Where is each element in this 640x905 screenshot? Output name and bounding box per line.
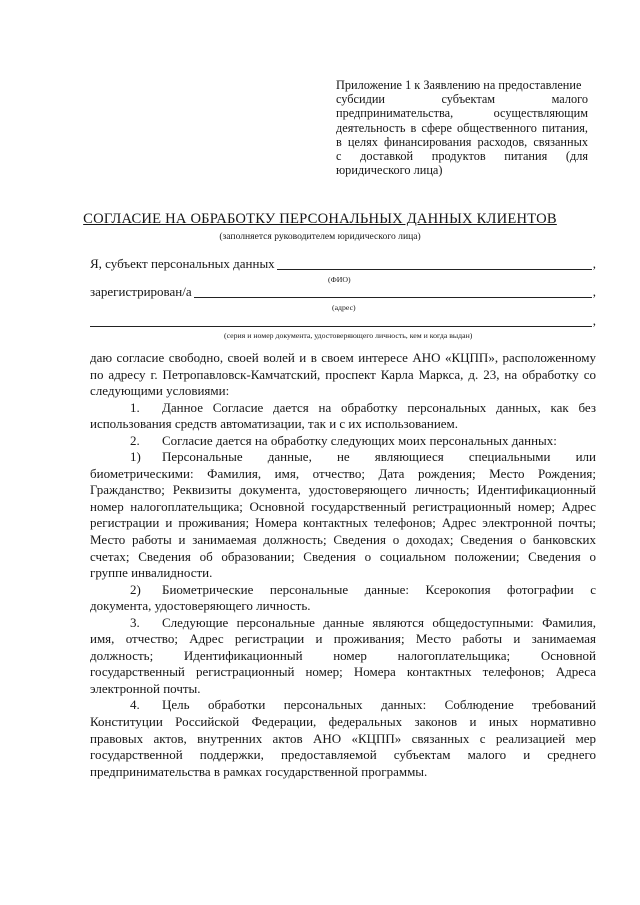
clause-4: [90, 697, 596, 714]
address-field[interactable]: [90, 284, 596, 300]
comma: ,: [592, 284, 596, 299]
subject-name-line[interactable]: [277, 257, 592, 270]
clause-number: 1.: [130, 399, 140, 415]
clause-line: регистрации и проживания; Номера контактных телефонов; Адрес электронной почты;: [90, 515, 596, 531]
clause-text: Данное Согласие дается на обработку персональных данных, как без: [162, 399, 596, 415]
comma: ,: [592, 313, 596, 328]
intro-line: следующими условиями:: [90, 383, 230, 399]
appendix-line: деятельность в сфере общественного питания,: [336, 120, 588, 135]
appendix-line: в целях финансирования расходов, связанных: [336, 134, 588, 149]
address-line[interactable]: [194, 285, 592, 298]
clause-text: Согласие дается на обработку следующих моих персональных данных:: [162, 432, 557, 448]
clause-line: государственной поддержки, предоставляемой субъектам малого и среднего: [90, 747, 596, 763]
document-subtitle: (заполняется руководителем юридического лица): [219, 231, 421, 242]
clause-line: использования средств автоматизации, так и с их использованием.: [90, 416, 459, 432]
consent-body: [90, 350, 596, 780]
appendix-line: Приложение 1 к Заявлению на предоставление: [336, 78, 582, 92]
subclause-2-2: [90, 582, 596, 599]
document-line[interactable]: [90, 314, 592, 327]
document-title: СОГЛАСИЕ НА ОБРАБОТКУ ПЕРСОНАЛЬНЫХ ДАННЫХ КЛИЕНТОВ: [83, 211, 557, 227]
intro-line: по адресу г. Петропавловск-Камчатский, проспект Карла Маркса, д. 23, на обработку со: [90, 366, 596, 382]
clause-number: 2): [130, 581, 141, 597]
clause-number: 2.: [130, 432, 140, 448]
appendix-note: [336, 78, 588, 177]
appendix-line: субсидии субъектам малого: [336, 92, 588, 107]
clause-line: группе инвалидности.: [90, 565, 213, 581]
clause-line: Гражданство; Реквизиты документа, удостоверяющего личность; Идентификационный: [90, 482, 596, 498]
clause-number: 1): [130, 449, 141, 465]
appendix-line: предпринимательства, осуществляющим: [336, 106, 588, 121]
clause-1: [90, 400, 596, 417]
clause-number: 3.: [130, 614, 140, 630]
comma: ,: [592, 256, 596, 271]
address-label: зарегистрирован/а: [90, 284, 192, 299]
clause-line: имя, отчество; Адрес регистрации и проживания; Место работы и занимаемая: [90, 631, 596, 647]
subject-name-label: Я, субъект персональных данных: [90, 256, 275, 271]
subject-name-field[interactable]: [90, 256, 596, 272]
clause-line: Место работы и занимаемая должность; Сведения о доходах; Сведения о банковских: [90, 532, 596, 548]
clause-line: государственный регистрационный номер; Номера контактных телефонов; Адреса: [90, 664, 596, 680]
appendix-line: с доставкой продуктов питания (для: [336, 148, 588, 163]
clause-text: Следующие персональные данные являются общедоступными: Фамилия,: [162, 614, 596, 630]
subclause-2-1: [90, 449, 596, 466]
clause-text: Цель обработки персональных данных: Соблюдение требований: [162, 697, 596, 713]
fio-hint: (ФИО): [328, 275, 351, 284]
clause-line: должность; Идентификационный номер налогоплательщика; Основной: [90, 647, 596, 663]
clause-text: Персональные данные, не являющиеся специальными или: [162, 449, 596, 465]
clause-line: биометрическими: Фамилия, имя, отчество; Дата рождения; Место Рождения;: [90, 465, 596, 481]
document-field[interactable]: [90, 313, 596, 329]
clause-line: документа, удостоверяющего личность.: [90, 598, 311, 614]
document-hint: (серия и номер документа, удостоверяющего личность, кем и когда выдан): [224, 331, 473, 340]
clause-number: 4.: [130, 697, 140, 713]
clause-line: электронной почты.: [90, 680, 201, 696]
clause-2: [90, 433, 596, 450]
clause-line: предпринимательства в рамках государственной программы.: [90, 763, 428, 779]
clause-3: [90, 615, 596, 632]
clause-text: Биометрические персональные данные: Ксерокопия фотографии с: [162, 581, 596, 597]
intro-line: даю согласие свободно, своей волей и в своем интересе АНО «КЦПП», расположенному: [90, 350, 596, 365]
clause-line: правовых актов, внутренних актов АНО «КЦПП» связанных с реализацией мер: [90, 730, 596, 746]
appendix-line: юридического лица): [336, 163, 443, 178]
address-hint: (адрес): [332, 303, 356, 312]
clause-line: Конституции Российской Федерации, федеральных законов и иных нормативно: [90, 714, 596, 730]
clause-line: номер налогоплательщика; Основной государственный регистрационный номер; Адрес: [90, 498, 596, 514]
clause-line: счетах; Сведения об образовании; Сведения о социальном положении; Сведения о: [90, 548, 596, 564]
